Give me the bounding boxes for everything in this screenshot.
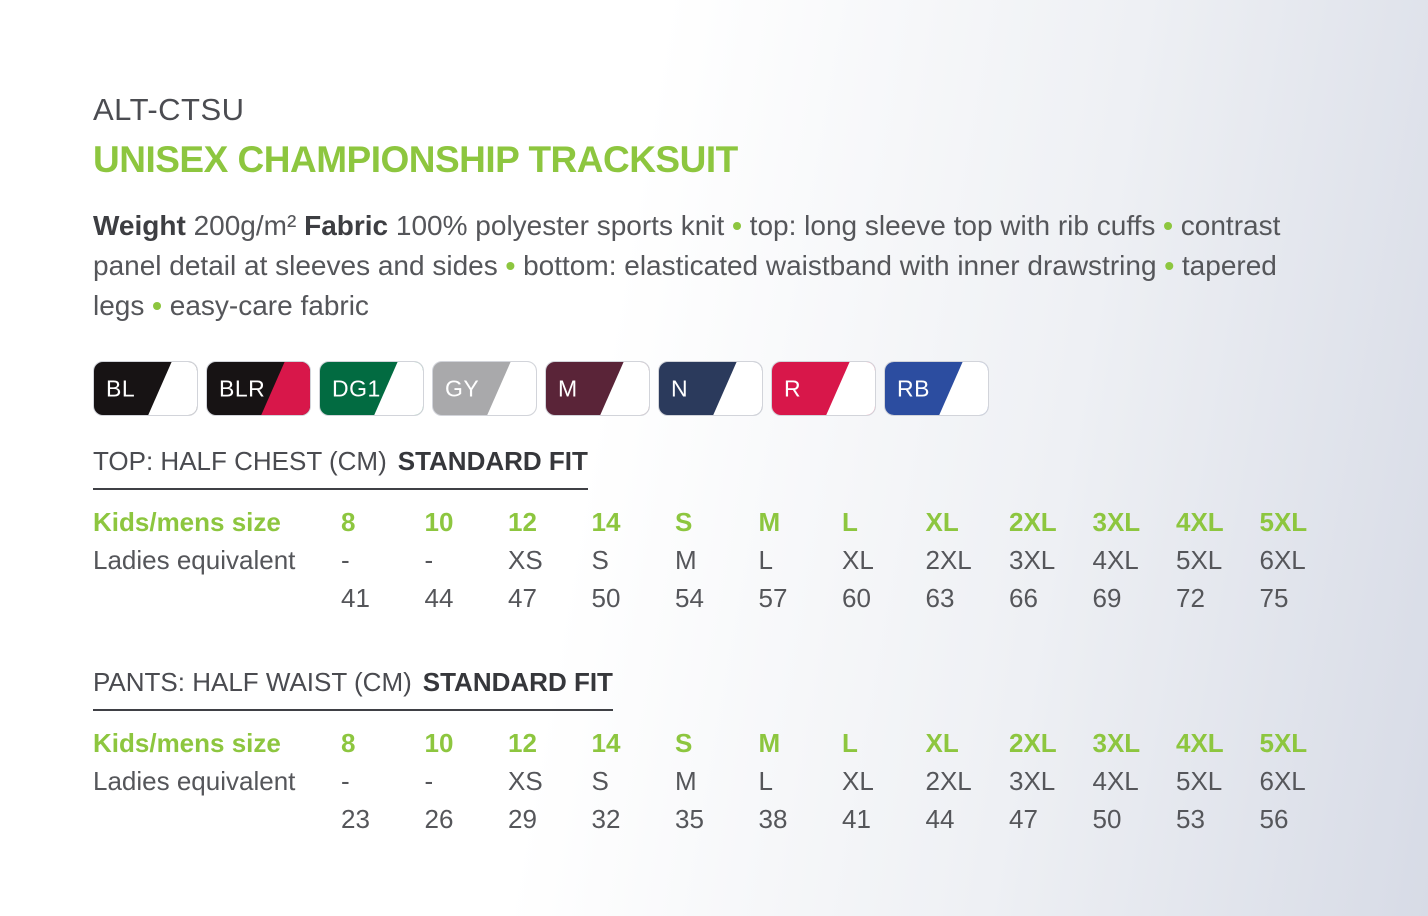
table-cell: 53	[1176, 804, 1205, 834]
swatch-code-label: BLR	[219, 375, 266, 401]
table-cell: 6XL	[1259, 545, 1306, 575]
table-cell: -	[341, 766, 350, 796]
table-cell: 50	[1092, 804, 1122, 834]
table-cell: 14	[591, 507, 621, 537]
table-cell: 5XL	[1259, 507, 1308, 537]
bullet-separator: •	[1163, 210, 1173, 241]
row-label: Ladies equivalent	[93, 545, 296, 575]
row-label: Kids/mens size	[93, 728, 281, 758]
row-label: Ladies equivalent	[93, 766, 296, 796]
swatch-code-label: BL	[106, 375, 136, 401]
table-cell: 47	[508, 583, 537, 613]
table-cell: 5XL	[1259, 728, 1308, 758]
description-segment: Fabric	[304, 210, 389, 241]
table-cell: 2XL	[1009, 728, 1057, 758]
swatch-code-label: R	[784, 375, 802, 401]
table-cell: 60	[842, 583, 871, 613]
table-cell: S	[591, 766, 609, 796]
table-cell: 4XL	[1176, 728, 1224, 758]
table-cell: L	[842, 728, 858, 758]
table-cell: 75	[1259, 583, 1289, 613]
description-segment: 100% polyester sports knit	[388, 210, 733, 241]
table-cell: 3XL	[1092, 728, 1141, 758]
table-cell: 4XL	[1092, 766, 1139, 796]
table-cell: 54	[675, 583, 704, 613]
table-row	[93, 762, 1338, 800]
product-description	[93, 206, 1288, 326]
table-cell: S	[675, 728, 693, 758]
table-row	[93, 800, 1338, 838]
table-cell: 5XL	[1176, 766, 1223, 796]
table-cell: 2XL	[925, 545, 972, 575]
table-cell: L	[842, 507, 858, 537]
swatch-code-label: DG1	[332, 375, 381, 401]
table-cell: 5XL	[1176, 545, 1223, 575]
color-swatch-bl	[93, 361, 198, 416]
table-cell: 10	[424, 728, 454, 758]
table-cell: -	[341, 545, 350, 575]
table-cell: 4XL	[1092, 545, 1139, 575]
table-cell: -	[424, 766, 434, 796]
color-swatch-rb	[884, 361, 989, 416]
table-cell: 72	[1176, 583, 1205, 613]
table-cell: XL	[925, 728, 959, 758]
size-table-pants	[93, 667, 1338, 838]
color-swatch-row	[93, 361, 1338, 416]
product-code: ALT-CTSU	[93, 92, 245, 127]
table-cell: XS	[508, 766, 543, 796]
size-table-title	[93, 667, 613, 711]
table-cell: M	[758, 507, 781, 537]
table-cell: 8	[341, 507, 356, 537]
description-segment: 200g/m²	[185, 210, 305, 241]
description-segment: Weight	[93, 210, 186, 241]
table-cell: -	[424, 545, 434, 575]
table-cell: 10	[424, 507, 454, 537]
table-row	[93, 579, 1338, 617]
table-cell: 44	[925, 804, 955, 834]
size-table-top	[93, 446, 1338, 617]
table-cell: XL	[842, 545, 874, 575]
table-cell: 23	[341, 804, 370, 834]
description-segment: contrast panel detail at sleeves and sides	[93, 210, 1281, 281]
bullet-separator: •	[505, 250, 516, 281]
table-cell: XL	[925, 507, 959, 537]
size-table-fit-label: STANDARD FIT	[397, 446, 588, 476]
description-segment: bottom: elasticated waistband with inner drawstring	[515, 250, 1165, 281]
table-cell: 3XL	[1009, 545, 1056, 575]
table-cell: 2XL	[925, 766, 972, 796]
table-cell: 12	[508, 507, 537, 537]
table-cell: 3XL	[1092, 507, 1141, 537]
table-cell: 29	[508, 804, 537, 834]
bullet-separator: •	[732, 210, 742, 241]
bullet-separator: •	[152, 290, 162, 321]
table-cell: 66	[1009, 583, 1038, 613]
table-cell: XS	[508, 545, 543, 575]
description-segment: tapered legs	[93, 250, 1277, 321]
table-cell: 44	[424, 583, 454, 613]
size-table-title	[93, 446, 588, 490]
table-cell: 8	[341, 728, 356, 758]
product-title: UNISEX CHAMPIONSHIP TRACKSUIT	[93, 139, 738, 180]
table-row	[93, 724, 1338, 762]
bullet-separator: •	[1164, 250, 1175, 281]
table-cell: 14	[591, 728, 621, 758]
size-tables-section	[93, 446, 1338, 838]
table-cell: 56	[1259, 804, 1289, 834]
table-cell: 4XL	[1176, 507, 1224, 537]
table-cell: 26	[424, 804, 454, 834]
description-segment: easy-care fabric	[161, 290, 369, 321]
swatch-code-label: RB	[897, 375, 930, 401]
table-cell: 35	[675, 804, 704, 834]
size-table-title-text: PANTS: HALF WAIST (CM)	[93, 667, 412, 697]
color-swatch-dg1	[319, 361, 424, 416]
product-header	[93, 92, 1338, 181]
row-label: Kids/mens size	[93, 507, 281, 537]
table-cell: 69	[1092, 583, 1122, 613]
size-table-fit-label: STANDARD FIT	[422, 667, 613, 697]
table-cell: 63	[925, 583, 955, 613]
swatch-code-label: GY	[445, 375, 480, 401]
table-cell: 38	[758, 804, 788, 834]
swatch-code-label: M	[558, 375, 578, 401]
table-cell: M	[675, 766, 697, 796]
color-swatch-r	[771, 361, 876, 416]
row-label	[93, 800, 341, 838]
table-cell: 41	[842, 804, 871, 834]
table-cell: 41	[341, 583, 370, 613]
table-cell: XL	[842, 766, 874, 796]
color-swatch-m	[545, 361, 650, 416]
table-cell: L	[758, 766, 773, 796]
table-cell: 6XL	[1259, 766, 1306, 796]
table-cell: 2XL	[1009, 507, 1057, 537]
table-cell: S	[675, 507, 693, 537]
table-cell: S	[591, 545, 609, 575]
color-swatch-gy	[432, 361, 537, 416]
size-table-title-text: TOP: HALF CHEST (CM)	[93, 446, 387, 476]
color-swatch-blr	[206, 361, 311, 416]
table-cell: M	[758, 728, 781, 758]
table-cell: 47	[1009, 804, 1038, 834]
table-cell: 3XL	[1009, 766, 1056, 796]
table-cell: 50	[591, 583, 621, 613]
description-segment: top: long sleeve top with rib cuffs	[741, 210, 1164, 241]
color-swatch-n	[658, 361, 763, 416]
table-cell: M	[675, 545, 697, 575]
swatch-code-label: N	[671, 375, 689, 401]
row-label	[93, 579, 341, 617]
table-row	[93, 541, 1338, 579]
table-row	[93, 503, 1338, 541]
table-cell: L	[758, 545, 773, 575]
table-cell: 12	[508, 728, 537, 758]
table-cell: 32	[591, 804, 621, 834]
table-cell: 57	[758, 583, 788, 613]
